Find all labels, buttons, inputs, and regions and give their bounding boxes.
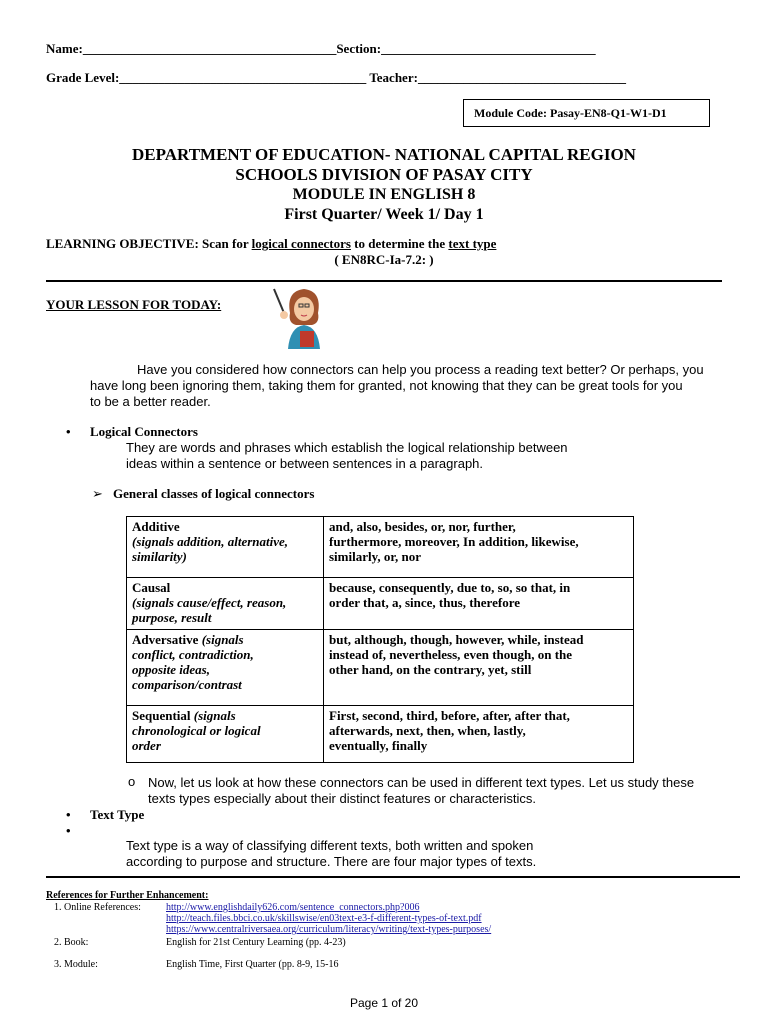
lesson-heading: YOUR LESSON FOR TODAY: <box>46 297 222 312</box>
learning-objective: LEARNING OBJECTIVE: Scan for logical connectors to determine the text type <box>46 236 497 251</box>
grade-field[interactable] <box>46 70 626 86</box>
bullet-icon: • <box>66 823 71 838</box>
divider-top <box>46 280 722 282</box>
text-type-def-2: according to purpose and structure. There are four major types of texts. <box>126 854 537 869</box>
table-cell-examples: and, also, besides, or, nor, further, furthermore, moreover, In addition, likewise, similarly, or, nor <box>324 517 634 578</box>
bullet-icon: • <box>66 807 71 822</box>
text-type-heading: Text Type <box>90 807 145 822</box>
teacher-blank[interactable]: ________________________________ <box>417 70 626 85</box>
reference-link-1[interactable]: http://www.englishdaily626.com/sentence_connectors.php?006 <box>166 902 420 913</box>
table-cell-class: Additive (signals addition, alternative, similarity) <box>127 517 324 578</box>
table-cell-class: Sequential (signals chronological or logical order <box>127 706 324 763</box>
study-line-2: texts types especially about their distinct features or characteristics. <box>148 791 537 806</box>
grade-label: Grade Level: <box>46 70 120 85</box>
grade-blank[interactable]: ______________________________________ <box>119 70 367 85</box>
table-row <box>127 706 634 763</box>
module-value: English Time, First Quarter (pp. 8-9, 15-16 <box>166 959 339 970</box>
teacher-label: Teacher: <box>369 70 418 85</box>
module-label: 3. Module: <box>54 959 98 970</box>
table-cell-examples: First, second, third, before, after, after that, afterwards, next, then, when, lastly, eventually, finally <box>324 706 634 763</box>
table-cell-examples: because, consequently, due to, so, so that, in order that, a, since, thus, therefore <box>324 578 634 630</box>
title-line-4: First Quarter/ Week 1/ Day 1 <box>284 206 484 223</box>
title-line-1: DEPARTMENT OF EDUCATION- NATIONAL CAPITAL REGION <box>132 145 636 164</box>
pointer-stick <box>274 289 284 313</box>
reference-link-3[interactable]: https://www.centralriversaea.org/curriculum/literacy/writing/text-types-purposes/ <box>166 924 492 935</box>
circle-bullet-icon: o <box>128 774 136 789</box>
name-blank[interactable]: _______________________________________ <box>82 41 337 56</box>
book-shape <box>300 331 314 347</box>
online-references-label: 1. Online References: <box>54 902 141 913</box>
module-code-box: Module Code: Pasay-EN8-Q1-W1-D1 <box>463 99 710 127</box>
references-heading: References for Further Enhancement: <box>46 890 209 901</box>
section-label: Section: <box>336 41 382 56</box>
text-type-def-1: Text type is a way of classifying different texts, both written and spoken <box>126 838 534 853</box>
term-text-type: text type <box>448 236 497 251</box>
table-cell-examples: but, although, though, however, while, instead instead of, nevertheless, even though, on the other hand, on the contrary, yet, still <box>324 630 634 706</box>
bullet-icon: • <box>66 424 71 439</box>
term-logical-connectors: logical connectors <box>251 236 351 251</box>
teacher-illustration-icon <box>266 283 342 349</box>
study-line-1: Now, let us look at how these connectors can be used in different text types. Let us study these <box>148 775 695 790</box>
hand-shape <box>280 311 288 319</box>
name-label: Name: <box>46 41 83 56</box>
name-field[interactable] <box>46 41 596 57</box>
table-row <box>127 517 634 578</box>
reference-link-2[interactable]: http://teach.files.bbci.co.uk/skillswise/en03text-e3-f-different-types-of-text.pdf <box>166 913 482 924</box>
title-line-2: SCHOOLS DIVISION OF PASAY CITY <box>235 165 533 184</box>
connectors-table <box>126 516 634 763</box>
section-blank[interactable]: _________________________________ <box>381 41 596 56</box>
competency-code: ( EN8RC-Ia-7.2: ) <box>334 252 434 267</box>
logical-def-line-1: They are words and phrases which establish the logical relationship between <box>126 440 568 455</box>
table-cell-class: Causal (signals cause/effect, reason, purpose, result <box>127 578 324 630</box>
page-number: Page 1 of 20 <box>349 996 419 1010</box>
book-label: 2. Book: <box>54 937 89 948</box>
table-row <box>127 578 634 630</box>
face-shape <box>294 297 314 321</box>
book-value: English for 21st Century Learning (pp. 4-23) <box>166 937 346 948</box>
table-cell-class: Adversative (signals conflict, contradiction, opposite ideas, comparison/contrast <box>127 630 324 706</box>
classes-heading: General classes of logical connectors <box>113 486 315 501</box>
table-row <box>127 630 634 706</box>
document-title <box>0 145 768 225</box>
title-line-3: MODULE IN ENGLISH 8 <box>292 186 476 203</box>
intro-paragraph: Have you considered how connectors can help you process a reading text better? Or perhaps, you have long been ignoring them, taking them for granted, not knowing that they can be great tools for you to be a better reader. <box>90 362 704 409</box>
divider-bottom <box>46 876 740 878</box>
logical-connectors-heading: Logical Connectors <box>90 424 198 439</box>
logical-def-line-2: ideas within a sentence or between sentences in a paragraph. <box>126 456 484 471</box>
arrow-bullet-icon: ➢ <box>92 486 103 501</box>
